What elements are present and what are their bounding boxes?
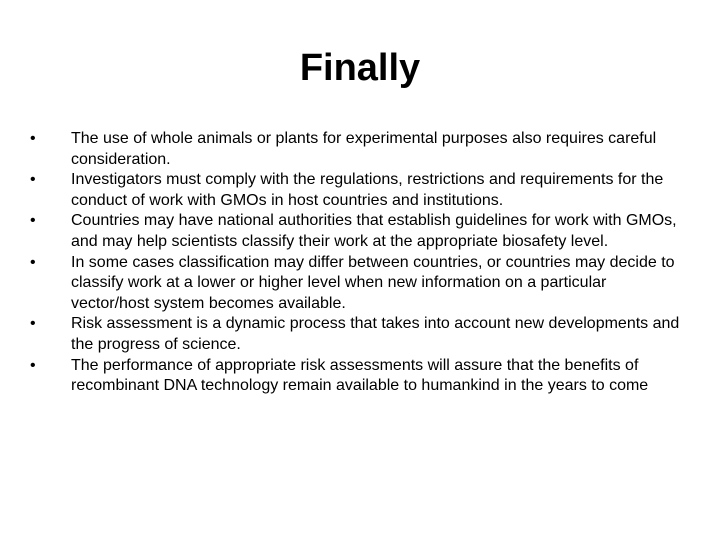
bullet-dot-icon: • <box>30 356 36 374</box>
bullet-list <box>30 129 680 397</box>
bullet-text: The use of whole animals or plants for experimental purposes also requires careful consideration. <box>71 130 657 168</box>
bullet-text: Risk assessment is a dynamic process that takes into account new developments and the progress of science. <box>71 315 680 353</box>
bullet-dot-icon: • <box>30 212 36 230</box>
bullet-text: Countries may have national authorities that establish guidelines for work with GMOs, and may help scientists classify their work at the appropriate biosafety level. <box>71 212 677 250</box>
bullet-text: In some cases classification may differ between countries, or countries may decide to classify work at a lower or higher level when new information on a particular vector/host system becomes available. <box>71 253 675 312</box>
bullet-dot-icon: • <box>30 171 36 189</box>
bullet-dot-icon: • <box>30 253 36 271</box>
bullet-dot-icon: • <box>30 130 36 147</box>
bullet-item <box>30 253 680 315</box>
bullet-item <box>30 170 680 211</box>
slide-title: Finally <box>299 47 421 89</box>
bullet-dot-icon: • <box>30 315 36 333</box>
bullet-text: Investigators must comply with the regulations, restrictions and requirements for the conduct of work with GMOs in host countries and institutions. <box>71 171 664 209</box>
bullet-text: The performance of appropriate risk assessments will assure that the benefits of recombinant DNA technology remain available to humankind in the years to come <box>71 356 649 395</box>
bullet-item <box>30 356 680 397</box>
bullet-item <box>30 211 680 252</box>
bullet-item <box>30 314 680 355</box>
bullet-item <box>30 129 680 170</box>
